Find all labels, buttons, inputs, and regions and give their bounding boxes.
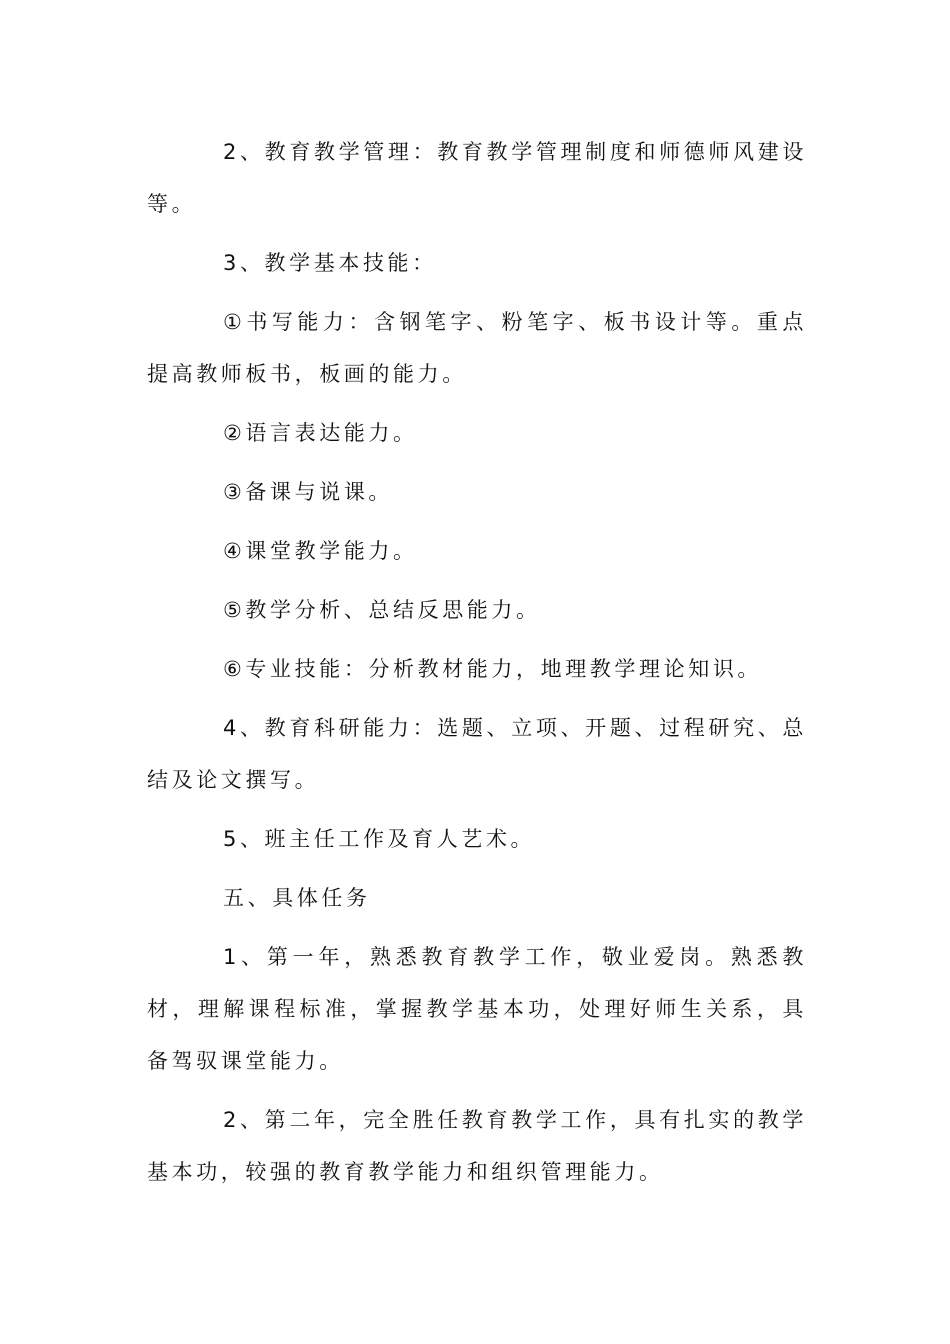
paragraph-management: 2、教育教学管理：教育教学管理制度和师德师风建设等。 (147, 140, 807, 216)
paragraph-language-expression: ②语言表达能力。 (223, 421, 418, 445)
paragraph-teaching-analysis: ⑤教学分析、总结反思能力。 (223, 598, 541, 622)
paragraph-research-ability: 4、教育科研能力：选题、立项、开题、过程研究、总结及论文撰写。 (147, 716, 807, 792)
paragraph-first-year: 1、第一年，熟悉教育教学工作，敬业爱岗。熟悉教材，理解课程标准，掌握教学基本功，处理好师生关系，具备驾驭课堂能力。 (147, 945, 807, 1073)
paragraph-class-teacher: 5、班主任工作及育人艺术。 (223, 827, 536, 851)
paragraph-classroom-teaching: ④课堂教学能力。 (223, 539, 418, 563)
paragraph-second-year: 2、第二年，完全胜任教育教学工作，具有扎实的教学基本功，较强的教育教学能力和组织管理能力。 (147, 1108, 807, 1184)
paragraph-writing-ability: ①书写能力：含钢笔字、粉笔字、板书设计等。重点提高教师板书，板画的能力。 (147, 310, 807, 386)
paragraph-basic-skills: 3、教学基本技能： (223, 251, 437, 275)
paragraph-lesson-prep: ③备课与说课。 (223, 480, 394, 504)
paragraph-professional-skills: ⑥专业技能：分析教材能力，地理教学理论知识。 (223, 657, 763, 681)
section-heading-tasks: 五、具体任务 (223, 886, 371, 910)
document-body (147, 126, 807, 1205)
